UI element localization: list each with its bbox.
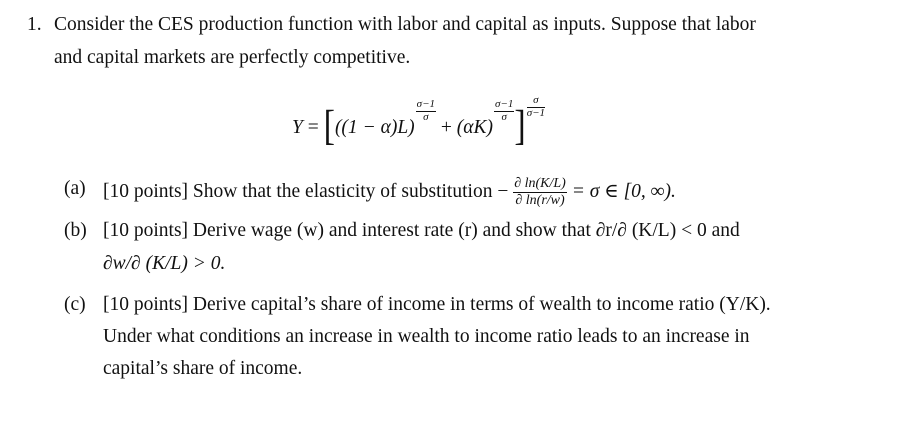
equation-plus: + [440, 117, 452, 138]
part-a-minus: − [497, 180, 509, 202]
part-c-line1-text: Derive capital’s share of income in terms of wealth to income ratio (Y/K). [192, 294, 771, 315]
equation-lhs: Y [292, 117, 303, 138]
part-c-points: [10 points] [103, 294, 189, 315]
part-c-line1 [103, 293, 771, 317]
problem-intro-line2: and capital markets are perfectly competitive. [54, 47, 411, 68]
equation-outer-exponent [527, 95, 545, 119]
equation-close-bracket: ] [514, 103, 526, 150]
part-b-line1-text: Derive wage (w) and interest rate (r) and show that ∂r/∂ (K/L) < 0 and [192, 220, 740, 241]
equation-exponent1 [416, 99, 436, 123]
part-c-label: (c) [64, 294, 86, 315]
equation-open-bracket: [ [323, 103, 335, 150]
elasticity-fraction [513, 177, 567, 208]
part-c-line2: Under what conditions an increase in wealth to income ratio leads to an increase in [103, 326, 750, 347]
outer-exponent-denominator: σ−1 [526, 107, 546, 119]
problem-number: 1. [27, 14, 42, 35]
part-a-label: (a) [64, 178, 86, 199]
exponent2-denominator: σ [501, 111, 507, 123]
part-a-text [103, 177, 676, 208]
exponent2-numerator: σ−1 [495, 98, 514, 111]
part-a-points: [10 points] [103, 180, 189, 202]
part-b-points: [10 points] [103, 220, 189, 241]
equation-equals: = [307, 117, 319, 138]
part-b-line2: ∂w/∂ (K/L) > 0. [103, 253, 226, 274]
exponent1-denominator: σ [423, 111, 429, 123]
exponent1-numerator: σ−1 [416, 98, 436, 111]
elasticity-denominator: ∂ ln(r/w) [515, 193, 565, 208]
elasticity-numerator: ∂ ln(K/L) [514, 176, 566, 191]
part-a-text-after: = σ ∈ [0, ∞). [571, 180, 676, 202]
equation-part2-base: (αK) [456, 117, 493, 138]
outer-exponent-numerator: σ [527, 95, 545, 108]
part-b-line1 [103, 219, 740, 243]
problem-intro-line1: Consider the CES production function with labor and capital as inputs. Suppose that labor [54, 14, 756, 35]
part-b-label: (b) [64, 220, 87, 241]
equation-exponent2 [494, 99, 514, 123]
equation-part1-base: ((1 − α)L) [334, 117, 415, 138]
part-c-line3: capital’s share of income. [103, 358, 303, 379]
part-a-text-before: Show that the elasticity of substitution [192, 180, 493, 202]
